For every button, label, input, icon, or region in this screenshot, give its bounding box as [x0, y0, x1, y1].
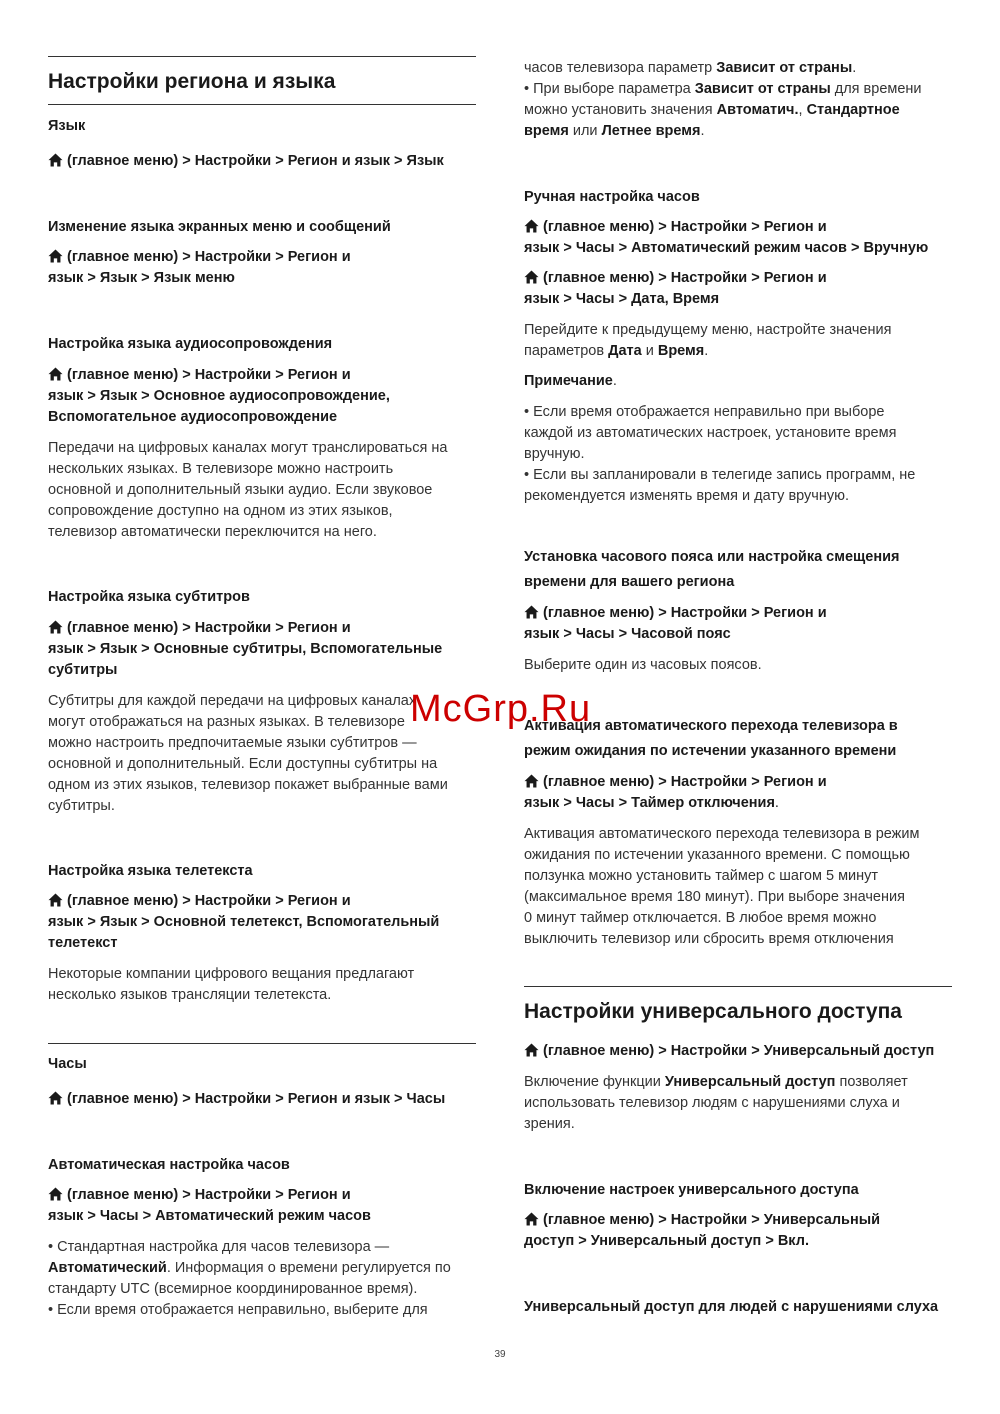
menu-path-time-zone: (главное меню) > Настройки > Регион и язык > Часы > Часовой пояс	[524, 605, 827, 642]
home-icon	[524, 1212, 539, 1226]
paragraph-accessibility: Включение функции Универсальный доступ позволяет использовать телевизор людям с нарушениями слуха и зрения.	[524, 1074, 908, 1132]
menu-path-subtitle-language: (главное меню) > Настройки > Регион и язык > Язык > Основные субтитры, Вспомогательные субтитры	[48, 620, 443, 678]
home-icon	[524, 219, 539, 233]
home-icon	[524, 605, 539, 619]
paragraph-clock-continued: часов телевизора параметр Зависит от страны. • При выборе параметра Зависит от страны для времени можно установить значения Автоматич., Стандартное время или Летнее время.	[524, 60, 922, 139]
menu-path-enable-accessibility: (главное меню) > Настройки > Универсальный доступ > Универсальный доступ > Вкл.	[524, 1212, 881, 1249]
paragraph-audio-language: Передачи на цифровых каналах могут транслироваться на нескольких языках. В телевизоре можно настроить основной и дополнительный языки аудио. Если звуковое сопровождение доступно на одном из этих языков, телевизор автоматически переключится на него.	[48, 440, 448, 540]
heading-menu-language: Изменение языка экранных меню и сообщений	[48, 219, 391, 235]
section-rule	[524, 986, 952, 987]
heading-subtitle-language: Настройка языка субтитров	[48, 589, 250, 605]
paragraph-manual-clock-notes: • Если время отображается неправильно при выборе каждой из автоматических настроек, установите время вручную. • Если вы запланировали в телегиде запись программ, не рекомендуется изменять время и дату вручную.	[524, 404, 916, 504]
home-icon	[48, 367, 63, 381]
menu-path-sleep-timer: (главное меню) > Настройки > Регион и язык > Часы > Таймер отключения.	[524, 774, 827, 811]
paragraph-subtitle-language: Субтитры для каждой передачи на цифровых каналах могут отображаться на разных языках. В телевизоре можно настроить предпочитаемые языки субтитров — основной и дополнительный. Если доступны субтитры на одном из этих языков, телевизор покажет выбранные вами субтитры.	[48, 693, 448, 814]
section-rule	[48, 104, 476, 105]
home-icon	[48, 1187, 63, 1201]
paragraph-auto-clock: • Стандартная настройка для часов телевизора — Автоматический. Информация о времени регулируется по стандарту UTC (всемирное координированное время). • Если время отображается неправильно, выберите для	[48, 1239, 451, 1318]
heading-language: Язык	[48, 118, 86, 134]
home-icon	[48, 249, 63, 263]
menu-path-audio-language: (главное меню) > Настройки > Регион и язык > Язык > Основное аудиосопровождение, Вспомогательное аудиосопровождение	[48, 367, 390, 425]
section-rule	[48, 56, 476, 57]
heading-clock: Часы	[48, 1056, 87, 1072]
paragraph-time-zone: Выберите один из часовых поясов.	[524, 657, 762, 673]
menu-path-language: (главное меню) > Настройки > Регион и язык > Язык	[48, 151, 476, 172]
paragraph-manual-clock: Перейдите к предыдущему меню, настройте значения параметров Дата и Время.	[524, 322, 892, 359]
heading-time-zone: Установка часового пояса или настройка смещения времени для вашего региона	[524, 549, 900, 590]
menu-path-menu-language: (главное меню) > Настройки > Регион и язык > Язык > Язык меню	[48, 249, 351, 286]
home-icon	[48, 620, 63, 634]
page-number: 39	[494, 1349, 506, 1360]
menu-path-clock: (главное меню) > Настройки > Регион и язык > Часы	[48, 1089, 476, 1110]
section-title-region: Настройки региона и языка	[48, 70, 336, 93]
home-icon	[48, 153, 63, 167]
section-title-accessibility: Настройки универсального доступа	[524, 1000, 902, 1023]
heading-sleep-timer: Активация автоматического перехода телевизора в режим ожидания по истечении указанного времени	[524, 718, 898, 759]
menu-path-accessibility: (главное меню) > Настройки > Универсальный доступ	[524, 1041, 952, 1062]
menu-path-date-time: (главное меню) > Настройки > Регион и язык > Часы > Дата, Время	[524, 270, 827, 307]
heading-manual-clock: Ручная настройка часов	[524, 189, 700, 205]
menu-path-teletext-language: (главное меню) > Настройки > Регион и язык > Язык > Основной телетекст, Вспомогательный телетекст	[48, 893, 440, 951]
menu-path-manual-clock: (главное меню) > Настройки > Регион и язык > Часы > Автоматический режим часов > Вручную	[524, 219, 929, 256]
heading-auto-clock: Автоматическая настройка часов	[48, 1157, 290, 1173]
heading-teletext-language: Настройка языка телетекста	[48, 863, 253, 879]
home-icon	[524, 774, 539, 788]
heading-hearing-accessibility: Универсальный доступ для людей с нарушениями слуха	[524, 1299, 939, 1315]
home-icon	[524, 270, 539, 284]
home-icon	[524, 1043, 539, 1057]
section-rule	[48, 1043, 476, 1044]
menu-path-auto-clock: (главное меню) > Настройки > Регион и язык > Часы > Автоматический режим часов	[48, 1187, 371, 1224]
paragraph-sleep-timer: Активация автоматического перехода телевизора в режим ожидания по истечении указанного времени. С помощью ползунка можно установить таймер с шагом 5 минут (максимальное время 180 минут). При выборе значения 0 минут таймер отключается. В любое время можно выключить телевизор или сбросить время отключения	[524, 826, 920, 947]
home-icon	[48, 1091, 63, 1105]
heading-audio-language: Настройка языка аудиосопровождения	[48, 336, 333, 352]
heading-enable-accessibility: Включение настроек универсального доступа	[524, 1182, 859, 1198]
note-label: Примечание.	[524, 373, 617, 389]
watermark: McGrp.Ru	[410, 688, 592, 730]
paragraph-teletext-language: Некоторые компании цифрового вещания предлагают несколько языков трансляции телетекста.	[48, 966, 415, 1003]
home-icon	[48, 893, 63, 907]
